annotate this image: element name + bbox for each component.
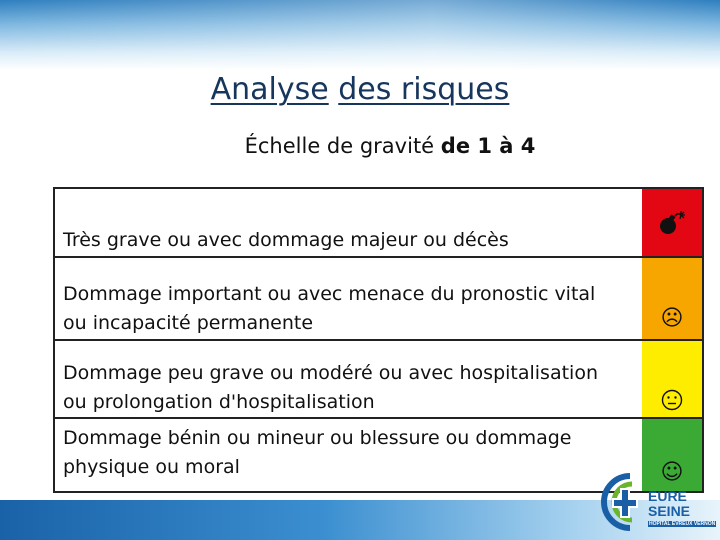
logo-text-eure: EURE [648,488,687,504]
severity-scale-table [53,187,704,493]
sad-face-icon: ☹ [660,306,684,331]
subtitle-normal: Échelle de gravité [244,134,441,158]
severity-row-4-text: Dommage bénin ou mineur ou blessure ou dommage physique ou moral [63,427,572,478]
severity-color-red [642,189,702,256]
severity-row-3 [55,341,702,419]
severity-color-orange [642,258,702,339]
hospital-logo [598,470,720,540]
page-subtitle [0,134,720,158]
neutral-face-icon [661,389,683,411]
logo-emblem-icon [598,470,654,532]
page-title [0,72,720,107]
severity-row-2 [55,258,702,341]
severity-row-1-text: Très grave ou avec dommage majeur ou décès [63,229,509,251]
smiley-face-icon: ☺ [660,460,684,485]
severity-row-1 [55,189,702,258]
logo-text-seine: SEINE [648,503,691,519]
severity-color-yellow [642,341,702,417]
logo-text-hospital: HOPITAL EVREUX VERNON [649,521,716,527]
title-word-risques: des risques [338,72,510,107]
subtitle-bold: de 1 à 4 [440,134,536,158]
severity-row-2-text: Dommage important ou avec menace du pronostic vital ou incapacité permanente [63,283,596,334]
header-band [0,0,720,70]
bomb-icon [657,211,687,235]
title-word-analyse: Analyse [210,72,329,107]
severity-row-3-text: Dommage peu grave ou modéré ou avec hospitalisation ou prolongation d'hospitalisation [63,362,598,413]
